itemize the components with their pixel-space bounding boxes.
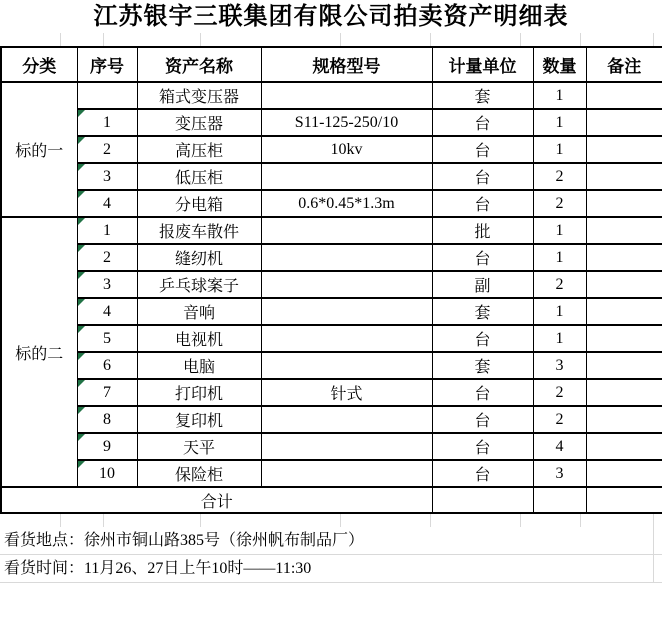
header-cell-category[interactable]: 分类 <box>1 47 77 82</box>
unit-cell[interactable]: 台 <box>432 433 533 460</box>
viewing-location-cell[interactable]: 看货地点：徐州市铜山路385号（徐州帆布制品厂） <box>0 527 662 555</box>
header-cell-unit[interactable]: 计量单位 <box>432 47 533 82</box>
asset-name-cell[interactable]: 天平 <box>137 433 261 460</box>
header-cell-name[interactable]: 资产名称 <box>137 47 261 82</box>
unit-cell[interactable]: 台 <box>432 460 533 487</box>
table-row <box>1 136 662 163</box>
unit-cell[interactable]: 台 <box>432 406 533 433</box>
asset-name-cell[interactable]: 乒乓球案子 <box>137 271 261 298</box>
serial-value: 2 <box>103 140 111 158</box>
table-row <box>1 433 662 460</box>
note-cell[interactable] <box>586 82 662 109</box>
asset-name-cell[interactable]: 电视机 <box>137 325 261 352</box>
qty-cell[interactable]: 3 <box>533 352 586 379</box>
unit-cell[interactable]: 台 <box>432 109 533 136</box>
table-row <box>1 406 662 433</box>
note-cell[interactable] <box>586 352 662 379</box>
error-flag-icon <box>78 137 85 144</box>
asset-name-cell[interactable]: 低压柜 <box>137 163 261 190</box>
serial-value: 1 <box>103 113 111 131</box>
serial-cell[interactable] <box>77 352 137 379</box>
unit-cell[interactable]: 台 <box>432 244 533 271</box>
serial-value: 9 <box>103 437 111 455</box>
qty-cell[interactable]: 1 <box>533 82 586 109</box>
header-cell-serial[interactable]: 序号 <box>77 47 137 82</box>
unit-cell[interactable]: 台 <box>432 136 533 163</box>
serial-cell[interactable] <box>77 406 137 433</box>
spec-cell[interactable] <box>261 325 432 352</box>
total-label-cell[interactable]: 合计 <box>1 487 432 513</box>
qty-cell[interactable]: 2 <box>533 163 586 190</box>
note-cell[interactable] <box>586 406 662 433</box>
table-row <box>1 217 662 244</box>
qty-cell[interactable]: 1 <box>533 217 586 244</box>
serial-cell[interactable] <box>77 271 137 298</box>
table-row <box>1 82 662 109</box>
spec-cell[interactable] <box>261 352 432 379</box>
asset-name-cell[interactable]: 复印机 <box>137 406 261 433</box>
asset-name-cell[interactable]: 电脑 <box>137 352 261 379</box>
error-flag-icon <box>78 164 85 171</box>
serial-cell[interactable] <box>77 244 137 271</box>
sheet-title: 江苏银宇三联集团有限公司拍卖资产明细表 <box>93 4 569 30</box>
asset-name-cell[interactable]: 箱式变压器 <box>137 82 261 109</box>
header-cell-qty[interactable]: 数量 <box>533 47 586 82</box>
serial-cell[interactable] <box>77 82 137 109</box>
error-flag-icon <box>78 407 85 414</box>
error-flag-icon <box>78 326 85 333</box>
asset-name-cell[interactable]: 高压柜 <box>137 136 261 163</box>
total-row <box>1 487 662 513</box>
serial-cell[interactable] <box>77 298 137 325</box>
table-row <box>1 244 662 271</box>
note-cell[interactable] <box>586 325 662 352</box>
spec-cell[interactable]: S11-125-250/10 <box>261 109 432 136</box>
asset-table-footer <box>1 487 662 513</box>
table-row <box>1 325 662 352</box>
spec-cell[interactable]: 10kv <box>261 136 432 163</box>
serial-cell[interactable] <box>77 217 137 244</box>
error-flag-icon <box>78 191 85 198</box>
serial-cell[interactable] <box>77 190 137 217</box>
qty-cell[interactable]: 3 <box>533 460 586 487</box>
asset-name-cell[interactable]: 报废车散件 <box>137 217 261 244</box>
note-cell[interactable] <box>586 244 662 271</box>
qty-cell[interactable]: 1 <box>533 298 586 325</box>
unit-cell[interactable]: 台 <box>432 325 533 352</box>
serial-cell[interactable] <box>77 325 137 352</box>
category-cell[interactable]: 标的二 <box>1 217 77 487</box>
serial-value: 2 <box>103 248 111 266</box>
spec-cell[interactable]: 针式 <box>261 379 432 406</box>
asset-name-cell[interactable]: 分电箱 <box>137 190 261 217</box>
asset-name-cell[interactable]: 打印机 <box>137 379 261 406</box>
note-cell[interactable] <box>586 433 662 460</box>
serial-value: 5 <box>103 329 111 347</box>
error-flag-icon <box>78 110 85 117</box>
unit-cell[interactable]: 套 <box>432 352 533 379</box>
qty-cell[interactable]: 2 <box>533 406 586 433</box>
serial-cell[interactable] <box>77 460 137 487</box>
serial-value: 3 <box>103 275 111 293</box>
table-row <box>1 379 662 406</box>
unit-cell[interactable]: 套 <box>432 298 533 325</box>
qty-cell[interactable]: 2 <box>533 271 586 298</box>
serial-value: 4 <box>103 194 111 212</box>
serial-value: 3 <box>103 167 111 185</box>
serial-value: 4 <box>103 302 111 320</box>
table-row <box>1 163 662 190</box>
table-row <box>1 352 662 379</box>
qty-cell[interactable]: 4 <box>533 433 586 460</box>
gridline-spacer-top <box>0 33 662 46</box>
spec-cell[interactable] <box>261 460 432 487</box>
error-flag-icon <box>78 353 85 360</box>
note-cell[interactable] <box>586 136 662 163</box>
serial-value: 7 <box>103 383 111 401</box>
total-qty-cell[interactable] <box>533 487 586 513</box>
spec-cell[interactable] <box>261 163 432 190</box>
asset-table-body <box>1 82 662 487</box>
qty-cell[interactable]: 1 <box>533 109 586 136</box>
asset-table-header <box>1 47 662 82</box>
qty-cell[interactable]: 1 <box>533 325 586 352</box>
asset-name-cell[interactable]: 保险柜 <box>137 460 261 487</box>
unit-cell[interactable]: 台 <box>432 163 533 190</box>
error-flag-icon <box>78 461 85 468</box>
category-cell[interactable]: 标的一 <box>1 82 77 217</box>
serial-cell[interactable] <box>77 136 137 163</box>
spec-cell[interactable] <box>261 406 432 433</box>
note-cell[interactable] <box>586 298 662 325</box>
unit-cell[interactable]: 副 <box>432 271 533 298</box>
error-flag-icon <box>78 299 85 306</box>
spec-cell[interactable] <box>261 82 432 109</box>
asset-table <box>0 46 662 514</box>
qty-cell[interactable]: 2 <box>533 379 586 406</box>
table-row <box>1 190 662 217</box>
error-flag-icon <box>78 245 85 252</box>
asset-name-cell[interactable]: 缝纫机 <box>137 244 261 271</box>
asset-name-cell[interactable]: 音响 <box>137 298 261 325</box>
spec-cell[interactable]: 0.6*0.45*1.3m <box>261 190 432 217</box>
unit-cell[interactable]: 批 <box>432 217 533 244</box>
error-flag-icon <box>78 434 85 441</box>
header-cell-spec[interactable]: 规格型号 <box>261 47 432 82</box>
spec-cell[interactable] <box>261 271 432 298</box>
note-cell[interactable] <box>586 460 662 487</box>
serial-cell[interactable] <box>77 379 137 406</box>
total-note-cell[interactable] <box>586 487 662 513</box>
unit-cell[interactable]: 台 <box>432 190 533 217</box>
serial-value: 6 <box>103 356 111 374</box>
table-row <box>1 271 662 298</box>
qty-cell[interactable]: 1 <box>533 244 586 271</box>
spec-cell[interactable] <box>261 433 432 460</box>
error-flag-icon <box>78 218 85 225</box>
gridline-spacer-bottom <box>0 514 662 527</box>
total-unit-cell[interactable] <box>432 487 533 513</box>
viewing-time-cell[interactable]: 看货时间：11月26、27日上午10时——11:30 <box>0 555 662 583</box>
header-cell-note[interactable]: 备注 <box>586 47 662 82</box>
serial-value: 1 <box>103 221 111 239</box>
qty-cell[interactable]: 2 <box>533 190 586 217</box>
header-row <box>1 47 662 82</box>
unit-cell[interactable]: 套 <box>432 82 533 109</box>
note-cell[interactable] <box>586 379 662 406</box>
table-row <box>1 460 662 487</box>
spec-cell[interactable] <box>261 244 432 271</box>
note-cell[interactable] <box>586 190 662 217</box>
serial-cell[interactable] <box>77 163 137 190</box>
table-row <box>1 109 662 136</box>
serial-cell[interactable] <box>77 433 137 460</box>
note-cell[interactable] <box>586 109 662 136</box>
serial-cell[interactable] <box>77 109 137 136</box>
error-flag-icon <box>78 380 85 387</box>
table-row <box>1 298 662 325</box>
qty-cell[interactable]: 1 <box>533 136 586 163</box>
note-cell[interactable] <box>586 217 662 244</box>
unit-cell[interactable]: 台 <box>432 379 533 406</box>
error-flag-icon <box>78 272 85 279</box>
serial-value: 10 <box>99 464 115 482</box>
serial-value: 8 <box>103 410 111 428</box>
spec-cell[interactable] <box>261 298 432 325</box>
note-cell[interactable] <box>586 271 662 298</box>
note-cell[interactable] <box>586 163 662 190</box>
asset-name-cell[interactable]: 变压器 <box>137 109 261 136</box>
spec-cell[interactable] <box>261 217 432 244</box>
